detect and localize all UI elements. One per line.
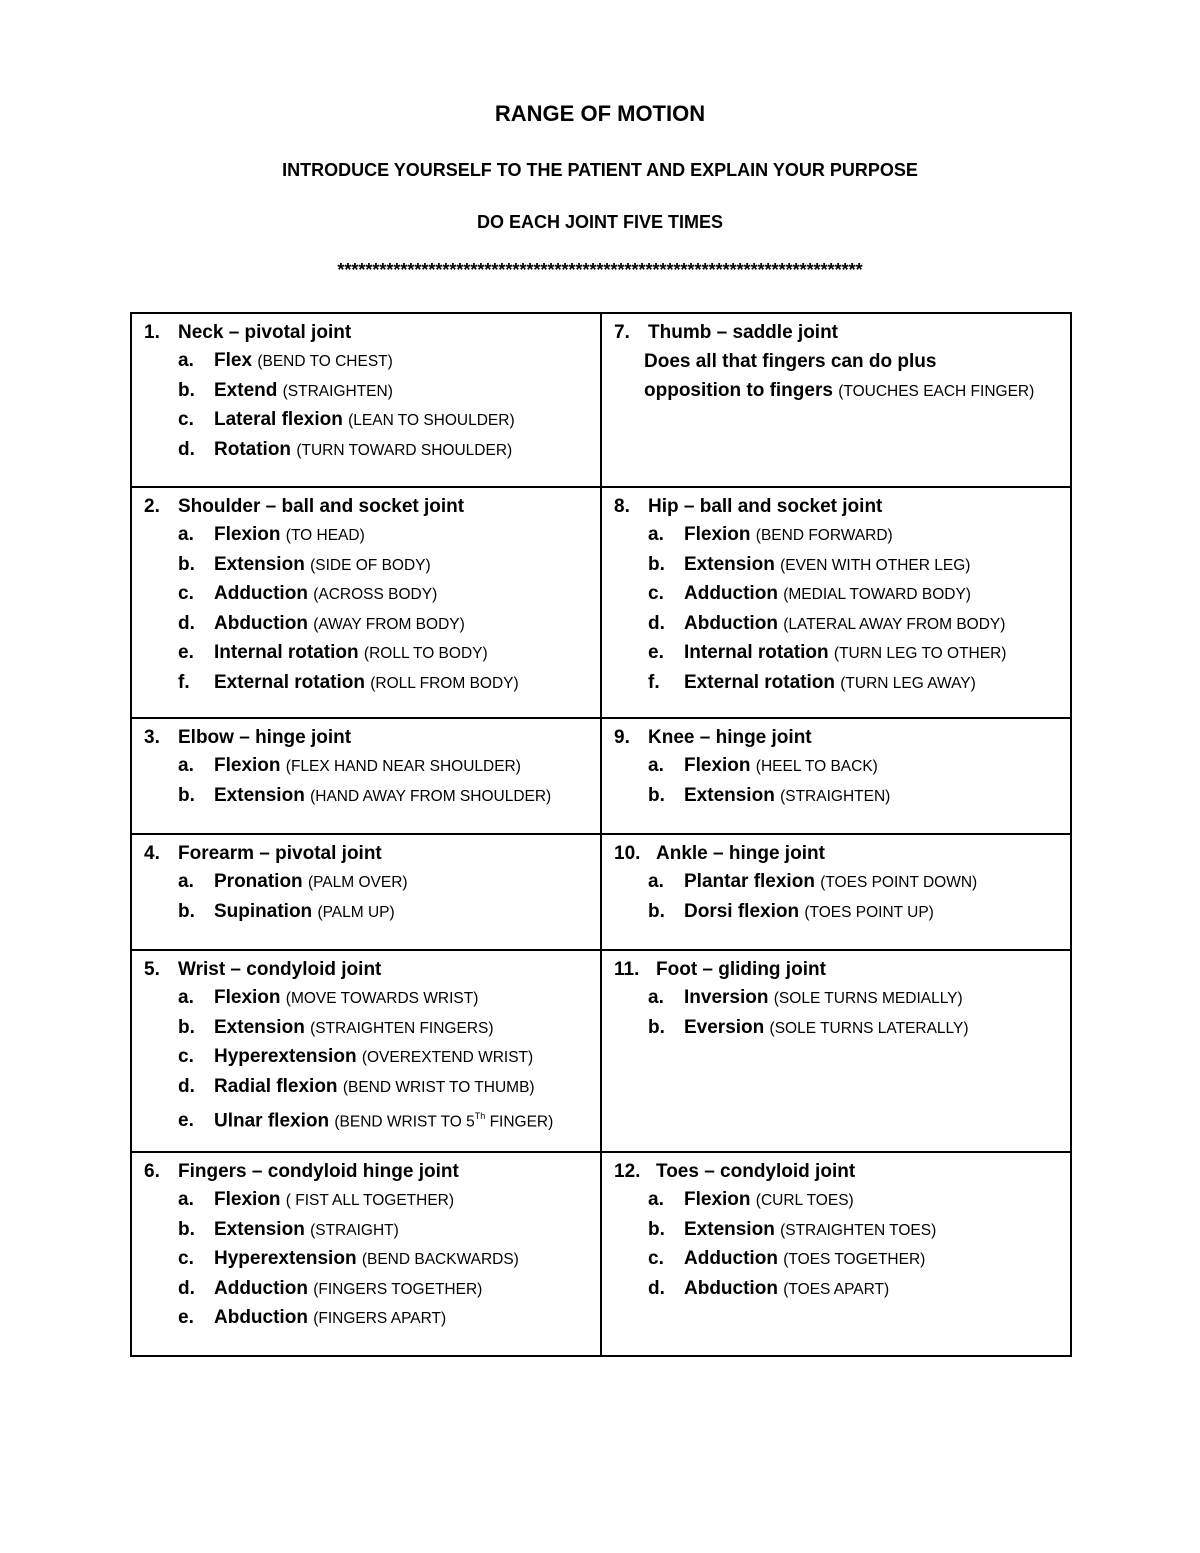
movement-note: (STRAIGHT): [310, 1221, 399, 1239]
joint-cell: [131, 718, 601, 834]
movement-item: [614, 521, 1070, 551]
joint-name: Thumb – saddle joint: [648, 322, 839, 343]
movement-letter: d.: [648, 1277, 665, 1299]
joint-row: [131, 487, 1071, 718]
joint-cell: [131, 487, 601, 718]
joint-name: Foot – gliding joint: [656, 959, 826, 980]
movement-item: [614, 782, 1070, 812]
joint-title: [144, 955, 600, 984]
movement-label: Flexion: [214, 524, 281, 545]
movement-label: External rotation: [214, 671, 365, 693]
page-title: RANGE OF MOTION: [494, 101, 706, 126]
movement-item: [614, 868, 1070, 898]
movement-item: [144, 752, 600, 782]
movement-letter: b.: [178, 379, 195, 401]
movement-item: [144, 898, 600, 928]
movement-letter: f.: [178, 671, 190, 693]
movement-label: Flexion: [684, 524, 751, 545]
joint-number: 10.: [614, 843, 641, 864]
joint-row: [131, 1152, 1071, 1356]
movement-letter: b.: [178, 1218, 195, 1240]
joint-cell: [131, 313, 601, 487]
movement-label: Rotation: [214, 438, 292, 460]
movement-letter: a.: [648, 987, 664, 1008]
movement-letter: b.: [648, 784, 665, 806]
movement-item: [614, 1216, 1070, 1246]
movement-label: Adduction: [214, 1277, 308, 1299]
movement-letter: d.: [648, 612, 665, 634]
joint-number: 5.: [144, 959, 160, 980]
joint-cell: [131, 1152, 601, 1356]
movement-letter: a.: [648, 871, 664, 892]
joint-cell: [601, 1152, 1071, 1356]
movement-note: (AWAY FROM BODY): [313, 615, 465, 633]
movement-letter: c.: [648, 583, 664, 604]
joint-title: [144, 1157, 600, 1186]
movement-item: [144, 868, 600, 898]
movement-label: Abduction: [214, 612, 308, 634]
joint-cell: [601, 487, 1071, 718]
joint-title: [614, 723, 1070, 752]
movement-note: (BEND BACKWARDS): [361, 1251, 519, 1268]
joint-cell: [131, 834, 601, 950]
movement-note: (SOLE TURNS LATERALLY): [769, 1019, 969, 1037]
movement-letter: f.: [648, 671, 660, 693]
movement-letter: b.: [648, 1016, 665, 1038]
movement-item: [144, 1216, 600, 1246]
joint-name: Elbow – hinge joint: [178, 727, 352, 748]
movement-label: Plantar flexion: [684, 871, 815, 892]
movement-item: [144, 782, 600, 812]
movement-item: [144, 347, 600, 377]
joint-title: [614, 492, 1070, 521]
movement-letter: d.: [178, 612, 195, 634]
movement-item: [144, 1245, 600, 1275]
joint-name: Fingers – condyloid hinge joint: [178, 1161, 459, 1182]
movement-item: [614, 1275, 1070, 1305]
movement-letter: e.: [178, 1110, 194, 1132]
movement-note: FINGER): [485, 1113, 554, 1131]
movement-label: Extension: [214, 1218, 305, 1240]
joint-title: [144, 839, 600, 868]
movement-label: Adduction: [684, 1248, 778, 1269]
movement-letter: e.: [178, 642, 194, 663]
movement-note: ( FIST ALL TOGETHER): [285, 1192, 455, 1209]
joint-number: 9.: [614, 727, 630, 748]
movement-label: Internal rotation: [684, 642, 829, 663]
joint-cell: [601, 834, 1071, 950]
movement-item: [614, 984, 1070, 1014]
movement-note: (STRAIGHTEN FINGERS): [310, 1019, 494, 1037]
joint-name: Hip – ball and socket joint: [648, 496, 883, 517]
movement-letter: a.: [648, 1189, 664, 1210]
movement-note: (MOVE TOWARDS WRIST): [285, 990, 479, 1007]
movement-label: Eversion: [684, 1016, 765, 1038]
movement-letter: c.: [178, 1248, 194, 1269]
movement-letter: c.: [178, 409, 194, 430]
movement-note: (LEAN TO SHOULDER): [348, 412, 515, 429]
movement-letter: b.: [648, 553, 665, 575]
movement-note: (TOES APART): [783, 1280, 890, 1298]
joint-title: [614, 1157, 1070, 1186]
movement-item: [144, 551, 600, 581]
joint-cell: [601, 950, 1071, 1152]
movement-note: (SOLE TURNS MEDIALLY): [773, 990, 963, 1007]
movement-label: Hyperextension: [214, 1046, 357, 1067]
movement-item: [614, 610, 1070, 640]
movement-label: Extension: [684, 784, 775, 806]
joint-title: [614, 839, 1070, 868]
movement-item: [144, 984, 600, 1014]
movement-item: [144, 1102, 600, 1137]
joint-number: 3.: [144, 727, 160, 748]
movement-note: (HAND AWAY FROM SHOULDER): [310, 787, 552, 805]
movement-note: (TURN TOWARD SHOULDER): [296, 441, 513, 459]
movement-letter: a.: [178, 1189, 194, 1210]
joint-row: [131, 834, 1071, 950]
movement-item: [614, 1014, 1070, 1044]
movement-label: Pronation: [214, 871, 303, 892]
movement-label: Abduction: [684, 612, 778, 634]
movement-note: (TURN LEG AWAY): [840, 674, 976, 692]
joint-description: [614, 376, 1070, 406]
movement-note: (TOUCHES EACH FINGER): [838, 383, 1035, 400]
joint-number: 6.: [144, 1161, 160, 1182]
movement-letter: b.: [648, 900, 665, 922]
movement-note: (MEDIAL TOWARD BODY): [783, 586, 971, 603]
movement-note: (EVEN WITH OTHER LEG): [780, 556, 971, 574]
movement-note: (BEND WRIST TO THUMB): [342, 1078, 535, 1096]
movement-label: Adduction: [214, 583, 308, 604]
movement-item: [144, 669, 600, 699]
movement-letter: a.: [178, 350, 194, 371]
movement-label: Abduction: [684, 1277, 778, 1299]
movement-letter: d.: [178, 438, 195, 460]
movement-label: Flexion: [214, 755, 281, 776]
movement-item: [144, 1186, 600, 1216]
joint-cell: [601, 313, 1071, 487]
movement-item: [144, 377, 600, 407]
movement-label: External rotation: [684, 671, 835, 693]
movement-label: Internal rotation: [214, 642, 359, 663]
movement-label: Hyperextension: [214, 1248, 357, 1269]
joint-name: Knee – hinge joint: [648, 727, 812, 748]
movement-letter: a.: [178, 987, 194, 1008]
movement-note: (STRAIGHTEN): [282, 382, 393, 400]
joint-name: Toes – condyloid joint: [656, 1161, 856, 1182]
movement-note: (FINGERS APART): [313, 1310, 447, 1327]
movement-label: Supination: [214, 900, 313, 922]
movement-label: Dorsi flexion: [684, 900, 800, 922]
movement-note: (ROLL TO BODY): [363, 645, 488, 662]
joint-cell: [601, 718, 1071, 834]
movement-letter: d.: [178, 1075, 195, 1097]
movement-item: [144, 639, 600, 669]
movement-letter: a.: [178, 524, 194, 545]
movement-item: [614, 898, 1070, 928]
movement-item: [144, 1014, 600, 1044]
movement-note: (STRAIGHTEN TOES): [780, 1221, 937, 1239]
movement-item: [144, 1043, 600, 1073]
movement-letter: b.: [178, 784, 195, 806]
movement-label: Extension: [684, 553, 775, 575]
asterisk-divider: ***************************************************************************: [337, 260, 863, 280]
movement-note: (BEND TO CHEST): [257, 353, 393, 370]
movement-note: (CURL TOES): [755, 1192, 854, 1209]
movement-note: (SIDE OF BODY): [310, 556, 431, 574]
joint-row: [131, 950, 1071, 1152]
movement-note: (OVEREXTEND WRIST): [361, 1049, 534, 1066]
joint-name: Ankle – hinge joint: [656, 843, 825, 864]
movement-note: (TURN LEG TO OTHER): [833, 645, 1007, 662]
movement-item: [144, 1275, 600, 1305]
movement-note: (BEND WRIST TO 5: [334, 1113, 475, 1131]
movement-letter: a.: [648, 755, 664, 776]
movement-note: (TOES POINT UP): [804, 903, 934, 921]
movement-letter: d.: [178, 1277, 195, 1299]
movement-note: (FLEX HAND NEAR SHOULDER): [285, 758, 521, 775]
movement-item: [614, 639, 1070, 669]
movement-letter: c.: [648, 1248, 664, 1269]
movement-item: [144, 580, 600, 610]
movement-label: Flex: [214, 350, 253, 371]
movement-note: (ROLL FROM BODY): [370, 674, 519, 692]
joint-name: Forearm – pivotal joint: [178, 843, 382, 864]
movement-label: Lateral flexion: [214, 409, 343, 430]
joint-number: 11.: [614, 959, 640, 980]
movement-note: (STRAIGHTEN): [780, 787, 891, 805]
joint-row: [131, 313, 1071, 487]
movement-label: Flexion: [684, 755, 751, 776]
movement-item: [614, 1186, 1070, 1216]
movement-item: [144, 406, 600, 436]
joint-cell: [131, 950, 601, 1152]
movement-letter: b.: [178, 900, 195, 922]
movement-label: Inversion: [684, 987, 769, 1008]
joint-title: [144, 318, 600, 347]
movement-label: Extension: [214, 1016, 305, 1038]
movement-letter: a.: [648, 524, 664, 545]
movement-item: [614, 669, 1070, 699]
movement-note: (TOES TOGETHER): [783, 1251, 926, 1268]
movement-note: (PALM UP): [317, 903, 395, 921]
movement-label: Radial flexion: [214, 1075, 338, 1097]
instruction-repetitions: DO EACH JOINT FIVE TIMES: [476, 212, 724, 232]
movement-item: [614, 580, 1070, 610]
joint-title: [144, 723, 600, 752]
movement-label: Abduction: [214, 1307, 308, 1328]
joint-title: [144, 492, 600, 521]
movement-note: (TO HEAD): [285, 527, 365, 544]
movement-label: Flexion: [684, 1189, 751, 1210]
movement-item: [144, 436, 600, 466]
joint-table-body: [131, 313, 1071, 1356]
movement-label: Extension: [684, 1218, 775, 1240]
movement-item: [614, 752, 1070, 782]
movement-item: [614, 551, 1070, 581]
movement-letter: c.: [178, 1046, 194, 1067]
joint-name: Shoulder – ball and socket joint: [178, 496, 465, 517]
movement-label: Flexion: [214, 1189, 281, 1210]
superscript: Th: [474, 1111, 486, 1121]
joint-number: 12.: [614, 1161, 641, 1182]
movement-label: Extend: [214, 379, 278, 401]
joint-title: [614, 318, 1070, 347]
movement-item: [144, 1304, 600, 1334]
movement-label: Extension: [214, 784, 305, 806]
movement-item: [144, 610, 600, 640]
movement-letter: e.: [648, 642, 664, 663]
joint-number: 7.: [614, 322, 630, 343]
movement-letter: b.: [648, 1218, 665, 1240]
joint-title: [614, 955, 1070, 984]
movement-note: (FINGERS TOGETHER): [313, 1280, 483, 1298]
movement-letter: a.: [178, 755, 194, 776]
joint-description: Does all that fingers can do plus: [644, 351, 937, 372]
joint-number: 1.: [144, 322, 160, 343]
movement-label: Extension: [214, 553, 305, 575]
movement-label: Flexion: [214, 987, 281, 1008]
movement-letter: c.: [178, 583, 194, 604]
joint-table: [130, 312, 1072, 1357]
movement-note: (BEND FORWARD): [755, 527, 893, 544]
movement-note: (PALM OVER): [307, 874, 408, 891]
joint-row: [131, 718, 1071, 834]
movement-letter: b.: [178, 553, 195, 575]
movement-letter: e.: [178, 1307, 194, 1328]
movement-note: (HEEL TO BACK): [755, 758, 878, 775]
movement-item: [144, 521, 600, 551]
movement-item: [614, 1245, 1070, 1275]
movement-label: Adduction: [684, 583, 778, 604]
movement-label: Ulnar flexion: [214, 1110, 330, 1132]
movement-item: [144, 1073, 600, 1103]
movement-letter: b.: [178, 1016, 195, 1038]
joint-name: Neck – pivotal joint: [178, 322, 352, 343]
joint-description-text: opposition to fingers: [644, 380, 833, 401]
movement-note: (TOES POINT DOWN): [820, 874, 978, 891]
joint-number: 2.: [144, 496, 160, 517]
movement-letter: a.: [178, 871, 194, 892]
instruction-introduce: INTRODUCE YOURSELF TO THE PATIENT AND EXPLAIN YOUR PURPOSE: [282, 160, 918, 180]
joint-number: 4.: [144, 843, 160, 864]
joint-name: Wrist – condyloid joint: [178, 959, 382, 980]
movement-note: (LATERAL AWAY FROM BODY): [783, 615, 1006, 633]
joint-number: 8.: [614, 496, 630, 517]
movement-note: (ACROSS BODY): [313, 586, 438, 603]
